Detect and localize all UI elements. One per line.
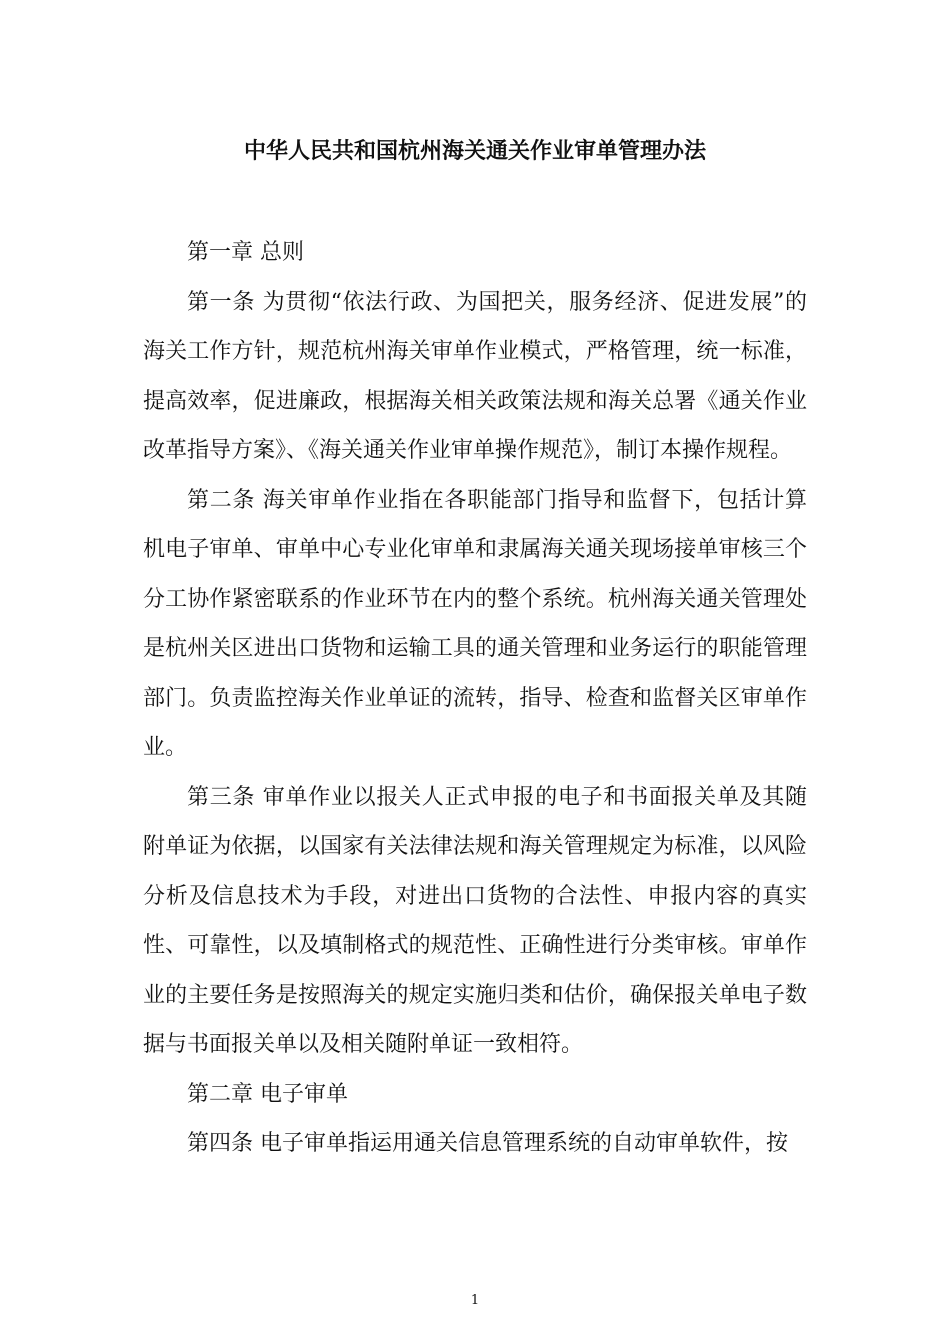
article-paragraph: 第四条 电子审单指运用通关信息管理系统的自动审单软件，按 (187, 1131, 788, 1156)
article-paragraph: 第三条 审单作业以报关人正式申报的电子和书面报关单及其随附单证为依据，以国家有关法律法规和海关管理规定为标准，以风险分析及信息技术为手段，对进出口货物的合法性、申报内容的真实性、可靠性，以及填制格式的规范性、正确性进行分类审核。审单作业的主要任务是按照海关的规定实施归类和估价，确保报关单电子数据与书面报关单以及相关随附单证一致相符。 (143, 784, 807, 1057)
chapter-heading: 第一章 总则 (187, 240, 304, 265)
article-paragraph: 第一条 为贯彻“依法行政、为国把关，服务经济、促进发展”的海关工作方针，规范杭州海关审单作业模式，严格管理，统一标准，提高效率，促进廉政，根据海关相关政策法规和海关总署《通关作业改革指导方案》、《海关通关作业审单操作规范》，制订本操作规程。 (143, 289, 807, 463)
page-number: 1 (470, 1293, 480, 1308)
document-title: 中华人民共和国杭州海关通关作业审单管理办法 (243, 139, 706, 164)
chapter-heading: 第二章 电子审单 (187, 1081, 348, 1107)
article-paragraph: 第二条 海关审单作业指在各职能部门指导和监督下，包括计算机电子审单、审单中心专业化审单和隶属海关通关现场接单审核三个分工协作紧密联系的作业环节在内的整个系统。杭州海关通关管理处是杭州关区进出口货物和运输工具的通关管理和业务运行的职能管理部门。负责监控海关作业单证的流转，指导、检查和监督关区审单作业。 (143, 487, 807, 760)
document-body (143, 228, 807, 1169)
